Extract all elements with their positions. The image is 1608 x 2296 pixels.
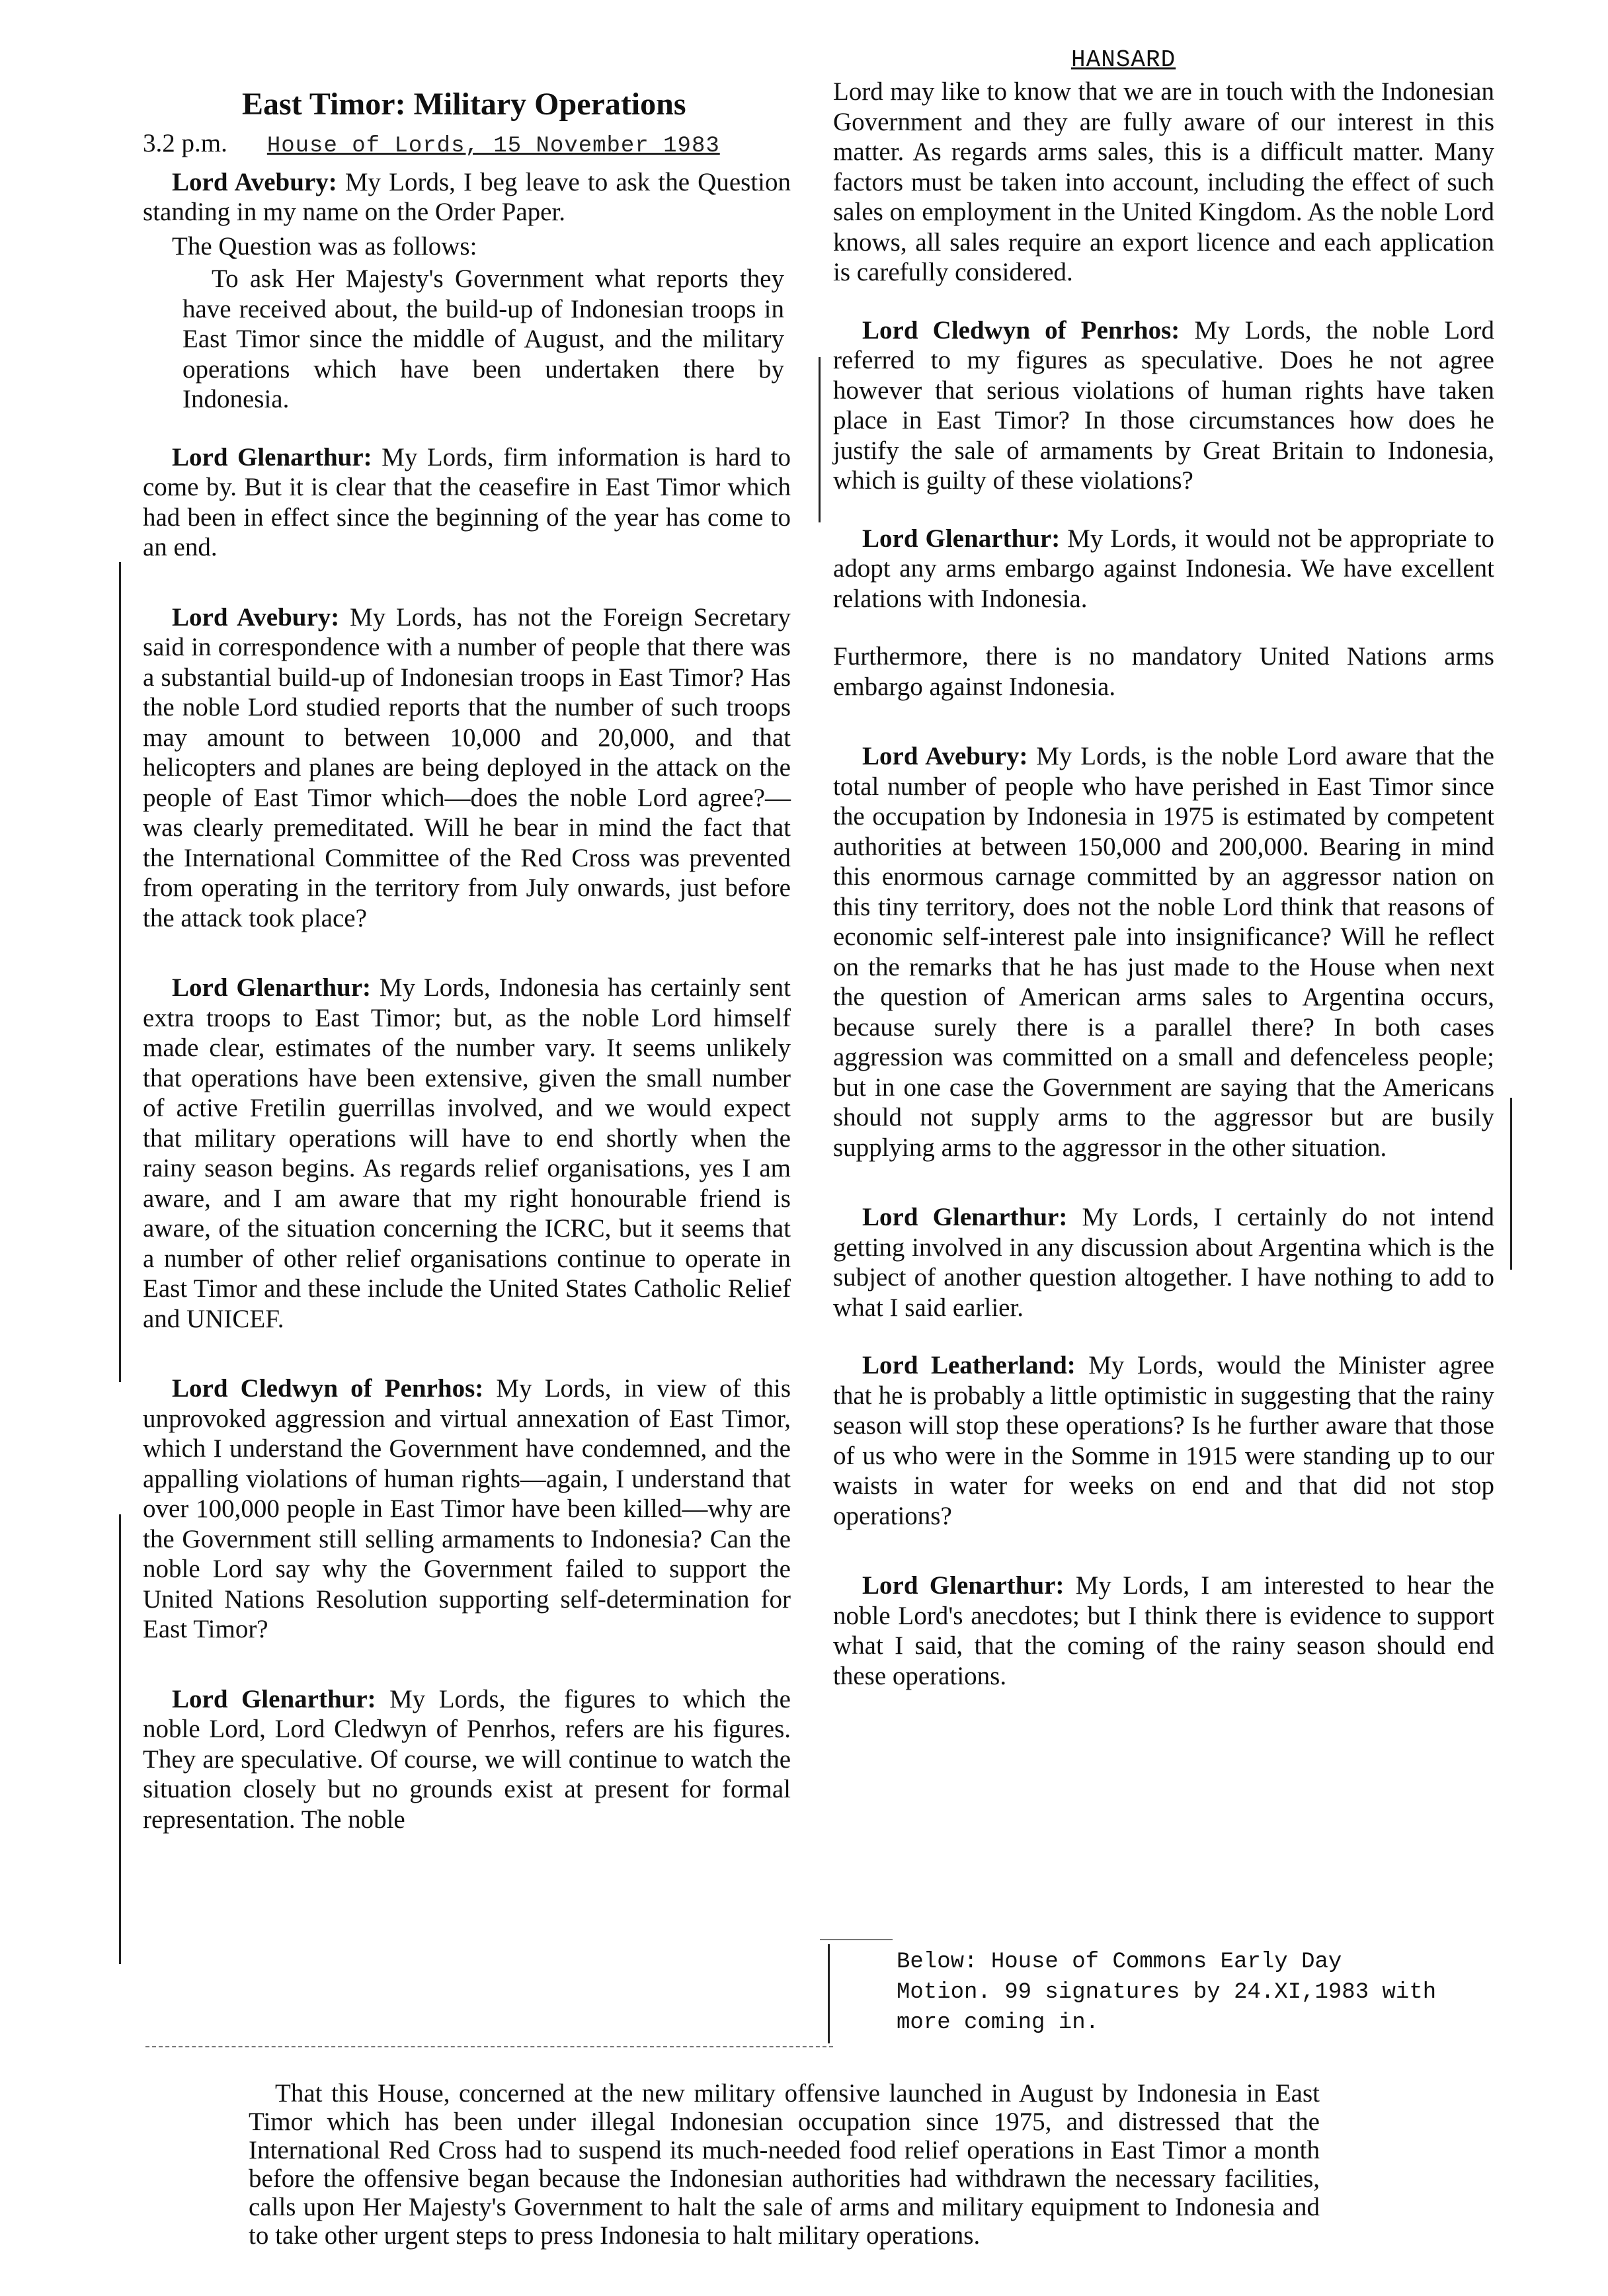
speech-leatherland-1	[833, 1350, 1494, 1531]
page-title: East Timor: Military Operations	[242, 87, 686, 122]
speech-glenarthur-6	[833, 1571, 1494, 1691]
margin-bar	[119, 562, 121, 1382]
margin-bar	[119, 1514, 121, 1964]
speaker-name: Lord Leatherland:	[862, 1351, 1076, 1379]
speech-text: My Lords, firm information is hard to come by. But it is clear that the ceasefire in East Timor which had been in effect since the beginning of the year has come to an end.	[143, 442, 791, 561]
speech-avebury-2	[143, 602, 791, 934]
early-day-motion-note	[897, 1947, 1492, 2038]
speech-text: My Lords, is the noble Lord aware that the total number of people who have perished in East Timor since the occupation by Indonesia in 1975 is estimated by competent authorities at between 150,000 and 200,000. Bearing in mind this enormous carnage committed by an aggressor nation on this tiny territory, does not the noble Lord think that reasons of economic self-interest pale into insignificance? Will he reflect on the remarks that he has just made to the House when next the question of American arms sales to Argentina occurs, because surely there is a parallel there? In both cases aggression was committed on a small and defenceless people; but in one case the Government are saying that the Americans should not supply arms to the aggressor but are busily supplying arms to the aggressor in the other situation.	[833, 742, 1494, 1162]
speaker-name: Lord Cledwyn of Penrhos:	[862, 315, 1180, 345]
speaker-name: Lord Glenarthur:	[172, 1684, 376, 1713]
note-line: Below: House of Commons Early Day	[897, 1949, 1342, 1975]
speech-glenarthur-4-cont: Furthermore, there is no mandatory United Nations arms embargo against Indonesia.	[833, 642, 1494, 701]
speech-text: My Lords, it would not be appropriate to adopt any arms embargo against Indonesia. We have excellent relations with Indonesia.	[833, 524, 1494, 613]
margin-bar	[819, 357, 821, 522]
speech-glenarthur-3-cont: Lord may like to know that we are in touch with the Indonesian Government and they are fully aware of our interest in this matter. As regards arms sales, this is a difficult matter. Many factors must be taken into account, including the effect of such sales on employment in the United Kingdom. As the noble Lord knows, all sales require an export licence and each application is carefully considered.	[833, 77, 1494, 286]
sitting-time: 3.2 p.m.	[143, 129, 227, 157]
speech-glenarthur-5	[833, 1202, 1494, 1323]
speech-glenarthur-2	[143, 973, 791, 1334]
speech-text: My Lords, has not the Foreign Secretary said in correspondence with a number of people that there was a substantial build-up of Indonesian troops in East Timor? Has the noble Lord studied reports that the number of such troops may amount to between 10,000 and 20,000, and that helicopters and planes are being deployed in the attack on the people of East Timor which—does the noble Lord agree?—was clearly premeditated. Will he bear in mind the fact that the International Committee of the Red Cross was prevented from operating in the territory from July onwards, just before the attack took place?	[143, 602, 791, 932]
speaker-name: Lord Avebury:	[862, 742, 1028, 770]
speaker-name: Lord Cledwyn of Penrhos:	[172, 1374, 484, 1403]
speaker-name: Lord Glenarthur:	[862, 1571, 1065, 1600]
note-line: Motion. 99 signatures by 24.XI,1983 with	[897, 1980, 1437, 2005]
early-day-motion-text	[249, 2079, 1320, 2250]
right-column	[833, 77, 1494, 1691]
speaker-name: Lord Glenarthur:	[172, 973, 372, 1002]
speech-glenarthur-3	[143, 1684, 791, 1835]
hansard-header: HANSARD	[1071, 46, 1176, 73]
speech-text: My Lords, would the Minister agree that he is probably a little optimistic in suggesting that the rainy season will stop these operations? Is he further aware that those of us who were in the Somme in 1915 were standing up to our waists in water for weeks on end and that did not stop operations?	[833, 1351, 1495, 1530]
motion-paragraph: That this House, concerned at the new military offensive launched in August by Indonesia in East Timor which has been under illegal Indonesian occupation since 1975, and distressed that the International Red Cross had to suspend its much-needed food relief operations in East Timor a month before the offensive began because the Indonesian authorities had withdrawn the necessary facilities, calls upon Her Majesty's Government to halt the sale of arms and military equipment to Indonesia and to take other urgent steps to press Indonesia to halt military operations.	[249, 2079, 1320, 2250]
speech-text: My Lords, Indonesia has certainly sent extra troops to East Timor; but, as the noble Lord himself made clear, estimates of the number vary. It seems unlikely that operations have been extensive, given the small number of active Fretilin guerrillas involved, and we would expect that military operations will have to end shortly when the rainy season begins. As regards relief organisations, yes I am aware, and I am aware that my right honourable friend is aware, of the situation concerning the ICRC, but it seems that a number of other relief organisations continue to operate in East Timor and these include the United States Catholic Relief and UNICEF.	[143, 973, 791, 1333]
time-row	[143, 128, 791, 162]
separator-line	[145, 2046, 833, 2047]
speaker-name: Lord Glenarthur:	[862, 524, 1061, 553]
speaker-name: Lord Avebury:	[172, 167, 337, 196]
margin-bar	[828, 1944, 830, 2043]
speech-avebury-3	[833, 741, 1494, 1163]
separator-line	[820, 1939, 893, 1940]
speech-text: My Lords, I certainly do not intend getting involved in any discussion about Argentina which is the subject of another question altogether. I have nothing to add to what I said earlier.	[833, 1203, 1494, 1322]
speech-cledwyn-1	[143, 1374, 791, 1645]
left-column	[143, 85, 791, 1834]
speech-cledwyn-2	[833, 315, 1494, 496]
speech-avebury-1	[143, 167, 791, 227]
speech-text: My Lords, I beg leave to ask the Question standing in my name on the Order Paper.	[143, 167, 791, 226]
speech-text: My Lords, the noble Lord referred to my figures as speculative. Does he not agree however that serious violations of human rights have taken place in East Timor? In those circumstances how does he justify the sale of armaments by Great Britain to Indonesia, which is guilty of these violations?	[833, 315, 1495, 495]
margin-bar	[1510, 1098, 1512, 1270]
note-line: more coming in.	[897, 2010, 1100, 2035]
speaker-name: Lord Glenarthur:	[862, 1203, 1068, 1231]
typed-date-note: House of Lords, 15 November 1983	[266, 134, 720, 159]
question-text: To ask Her Majesty's Government what reports they have received about, the build-up of Indonesian troops in East Timor since the middle of August, and the military operations which have been undertaken there by Indonesia.	[182, 265, 784, 413]
speech-glenarthur-1	[143, 442, 791, 563]
speech-glenarthur-4	[833, 524, 1494, 614]
speaker-name: Lord Avebury:	[172, 602, 340, 632]
speech-text: My Lords, I am interested to hear the noble Lord's anecdotes; but I think there is evidence to support what I said, that the coming of the rainy season should end these operations.	[833, 1571, 1494, 1690]
speech-text: My Lords, in view of this unprovoked aggression and virtual annexation of East Timor, which I understand the Government have condemned, and the appalling violations of human rights—again, I understand that over 100,000 people in East Timor have been killed—why are the Government still selling armaments to Indonesia? Can the noble Lord say why the Government failed to support the United Nations Resolution supporting self-determination for East Timor?	[143, 1374, 791, 1643]
speaker-name: Lord Glenarthur:	[172, 442, 372, 472]
speech-text: My Lords, the figures to which the noble Lord, Lord Cledwyn of Penrhos, refers are his figures. They are speculative. Of course, we will continue to watch the situation closely but no grounds exist at present for formal representation. The noble	[143, 1684, 791, 1834]
question-intro: The Question was as follows:	[172, 231, 477, 261]
